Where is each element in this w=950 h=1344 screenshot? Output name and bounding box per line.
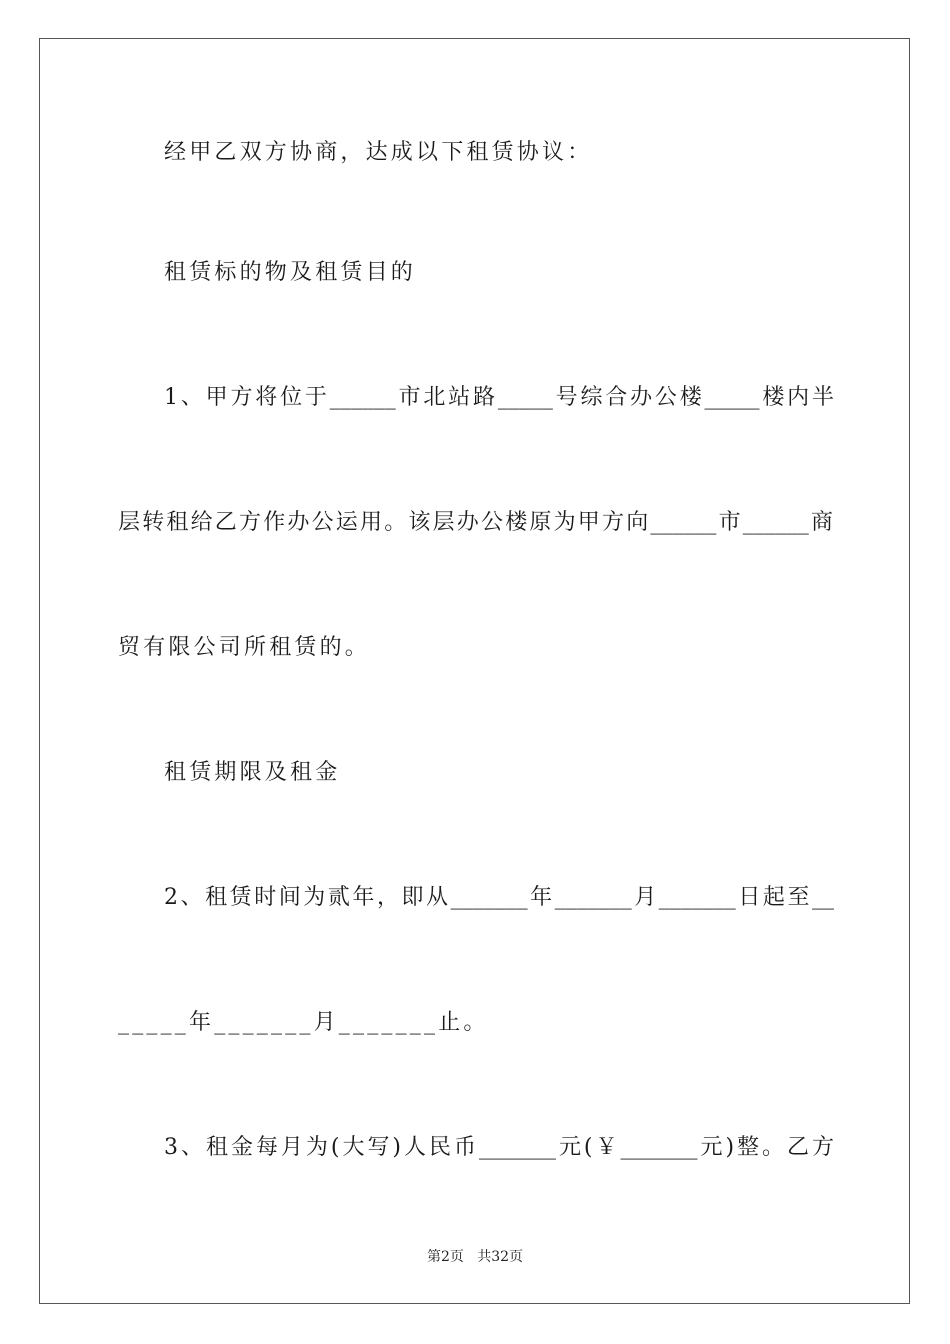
clause-2-line-2: _____年_______月_______止。 bbox=[118, 1010, 489, 1035]
clause-1-line-1: 1、甲方将位于______市北站路_____号综合办公楼_____楼内半 bbox=[164, 385, 834, 410]
section-heading-lease-object: 租赁标的物及租赁目的 bbox=[164, 260, 417, 285]
page-border bbox=[39, 38, 910, 1304]
clause-1-line-3: 贸有限公司所租赁的。 bbox=[118, 635, 371, 660]
section-heading-lease-term: 租赁期限及租金 bbox=[164, 760, 341, 785]
clause-1-line-2: 层转租给乙方作办公运用。该层办公楼原为甲方向______市______商 bbox=[118, 510, 833, 535]
clause-3-line-1: 3、租金每月为(大写)人民币_______元(￥_______元)整。乙方 bbox=[164, 1135, 834, 1160]
paragraph-agreement-intro: 经甲乙双方协商，达成以下租赁协议： bbox=[164, 140, 593, 165]
clause-2-line-1: 2、租赁时间为贰年，即从_______年_______月_______日起至__ bbox=[164, 885, 834, 910]
page-number-footer: 第2页 共32页 bbox=[426, 1249, 524, 1265]
